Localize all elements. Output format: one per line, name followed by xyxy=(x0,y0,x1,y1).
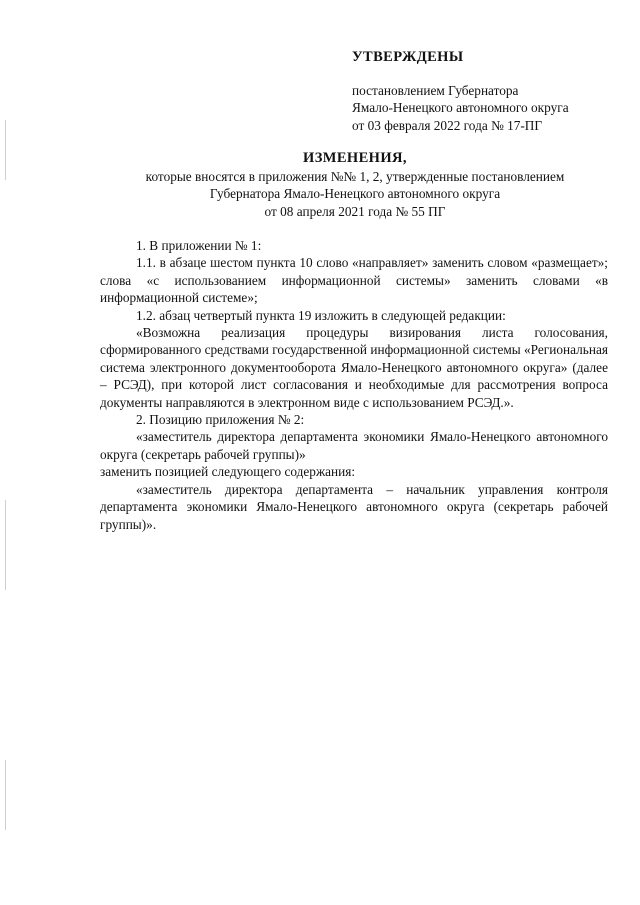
paragraph-old-position: «заместитель директора департамента экономики Ямало-Ненецкого автономного округа (секретарь рабочей группы)» xyxy=(100,429,608,462)
paragraph-replace: заменить позицией следующего содержания: xyxy=(100,464,356,480)
paragraph-new-position: «заместитель директора департамента – начальник управления контроля департамента экономики Ямало-Ненецкого автономного округа (секретарь рабочей группы)». xyxy=(100,481,608,532)
approval-line-3: от 03 февраля 2022 года № 17-ПГ xyxy=(352,117,543,133)
title-line-2: Губернатора Ямало-Ненецкого автономного округа xyxy=(209,186,501,201)
paragraph-1-1: 1.1. в абзаце шестом пункта 10 слово «направляет» заменить словом «размещает»; слова «с использованием информационной системы» заменить словами «в информационной системе»; xyxy=(100,255,608,306)
paragraph-new-text: «Возможна реализация процедуры визирования листа голосования, сформированного средствами государственной информационной системы «Региональная система электронного документооборота Ямало-Ненецкого автономного округа» (далее – РСЭД), при которой лист согласования и необходимые для рассмотрения вопроса документы направляются в электронном виде с использованием РСЭД.». xyxy=(100,325,608,410)
paragraph-1: 1. В приложении № 1: xyxy=(136,238,262,253)
approval-block xyxy=(352,49,622,134)
approval-heading: УТВЕРЖДЕНЫ xyxy=(352,49,464,65)
scan-edge-mark-bottom xyxy=(5,760,6,830)
title-line-1: которые вносятся в приложения №№ 1, 2, утвержденные постановлением xyxy=(145,168,565,184)
scan-edge-mark-middle xyxy=(5,500,6,590)
paragraph-1-2: 1.2. абзац четвертый пункта 19 изложить в следующей редакции: xyxy=(136,307,506,323)
document-title-block xyxy=(95,150,615,220)
approval-line-1: постановлением Губернатора xyxy=(352,82,519,98)
title-line-3: от 08 апреля 2021 года № 55 ПГ xyxy=(264,203,446,219)
scan-edge-mark-top xyxy=(5,120,6,180)
document-title: ИЗМЕНЕНИЯ, xyxy=(303,150,407,166)
approval-line-2: Ямало-Ненецкого автономного округа xyxy=(352,100,569,115)
document-body xyxy=(100,237,608,533)
paragraph-2: 2. Позицию приложения № 2: xyxy=(136,412,305,428)
